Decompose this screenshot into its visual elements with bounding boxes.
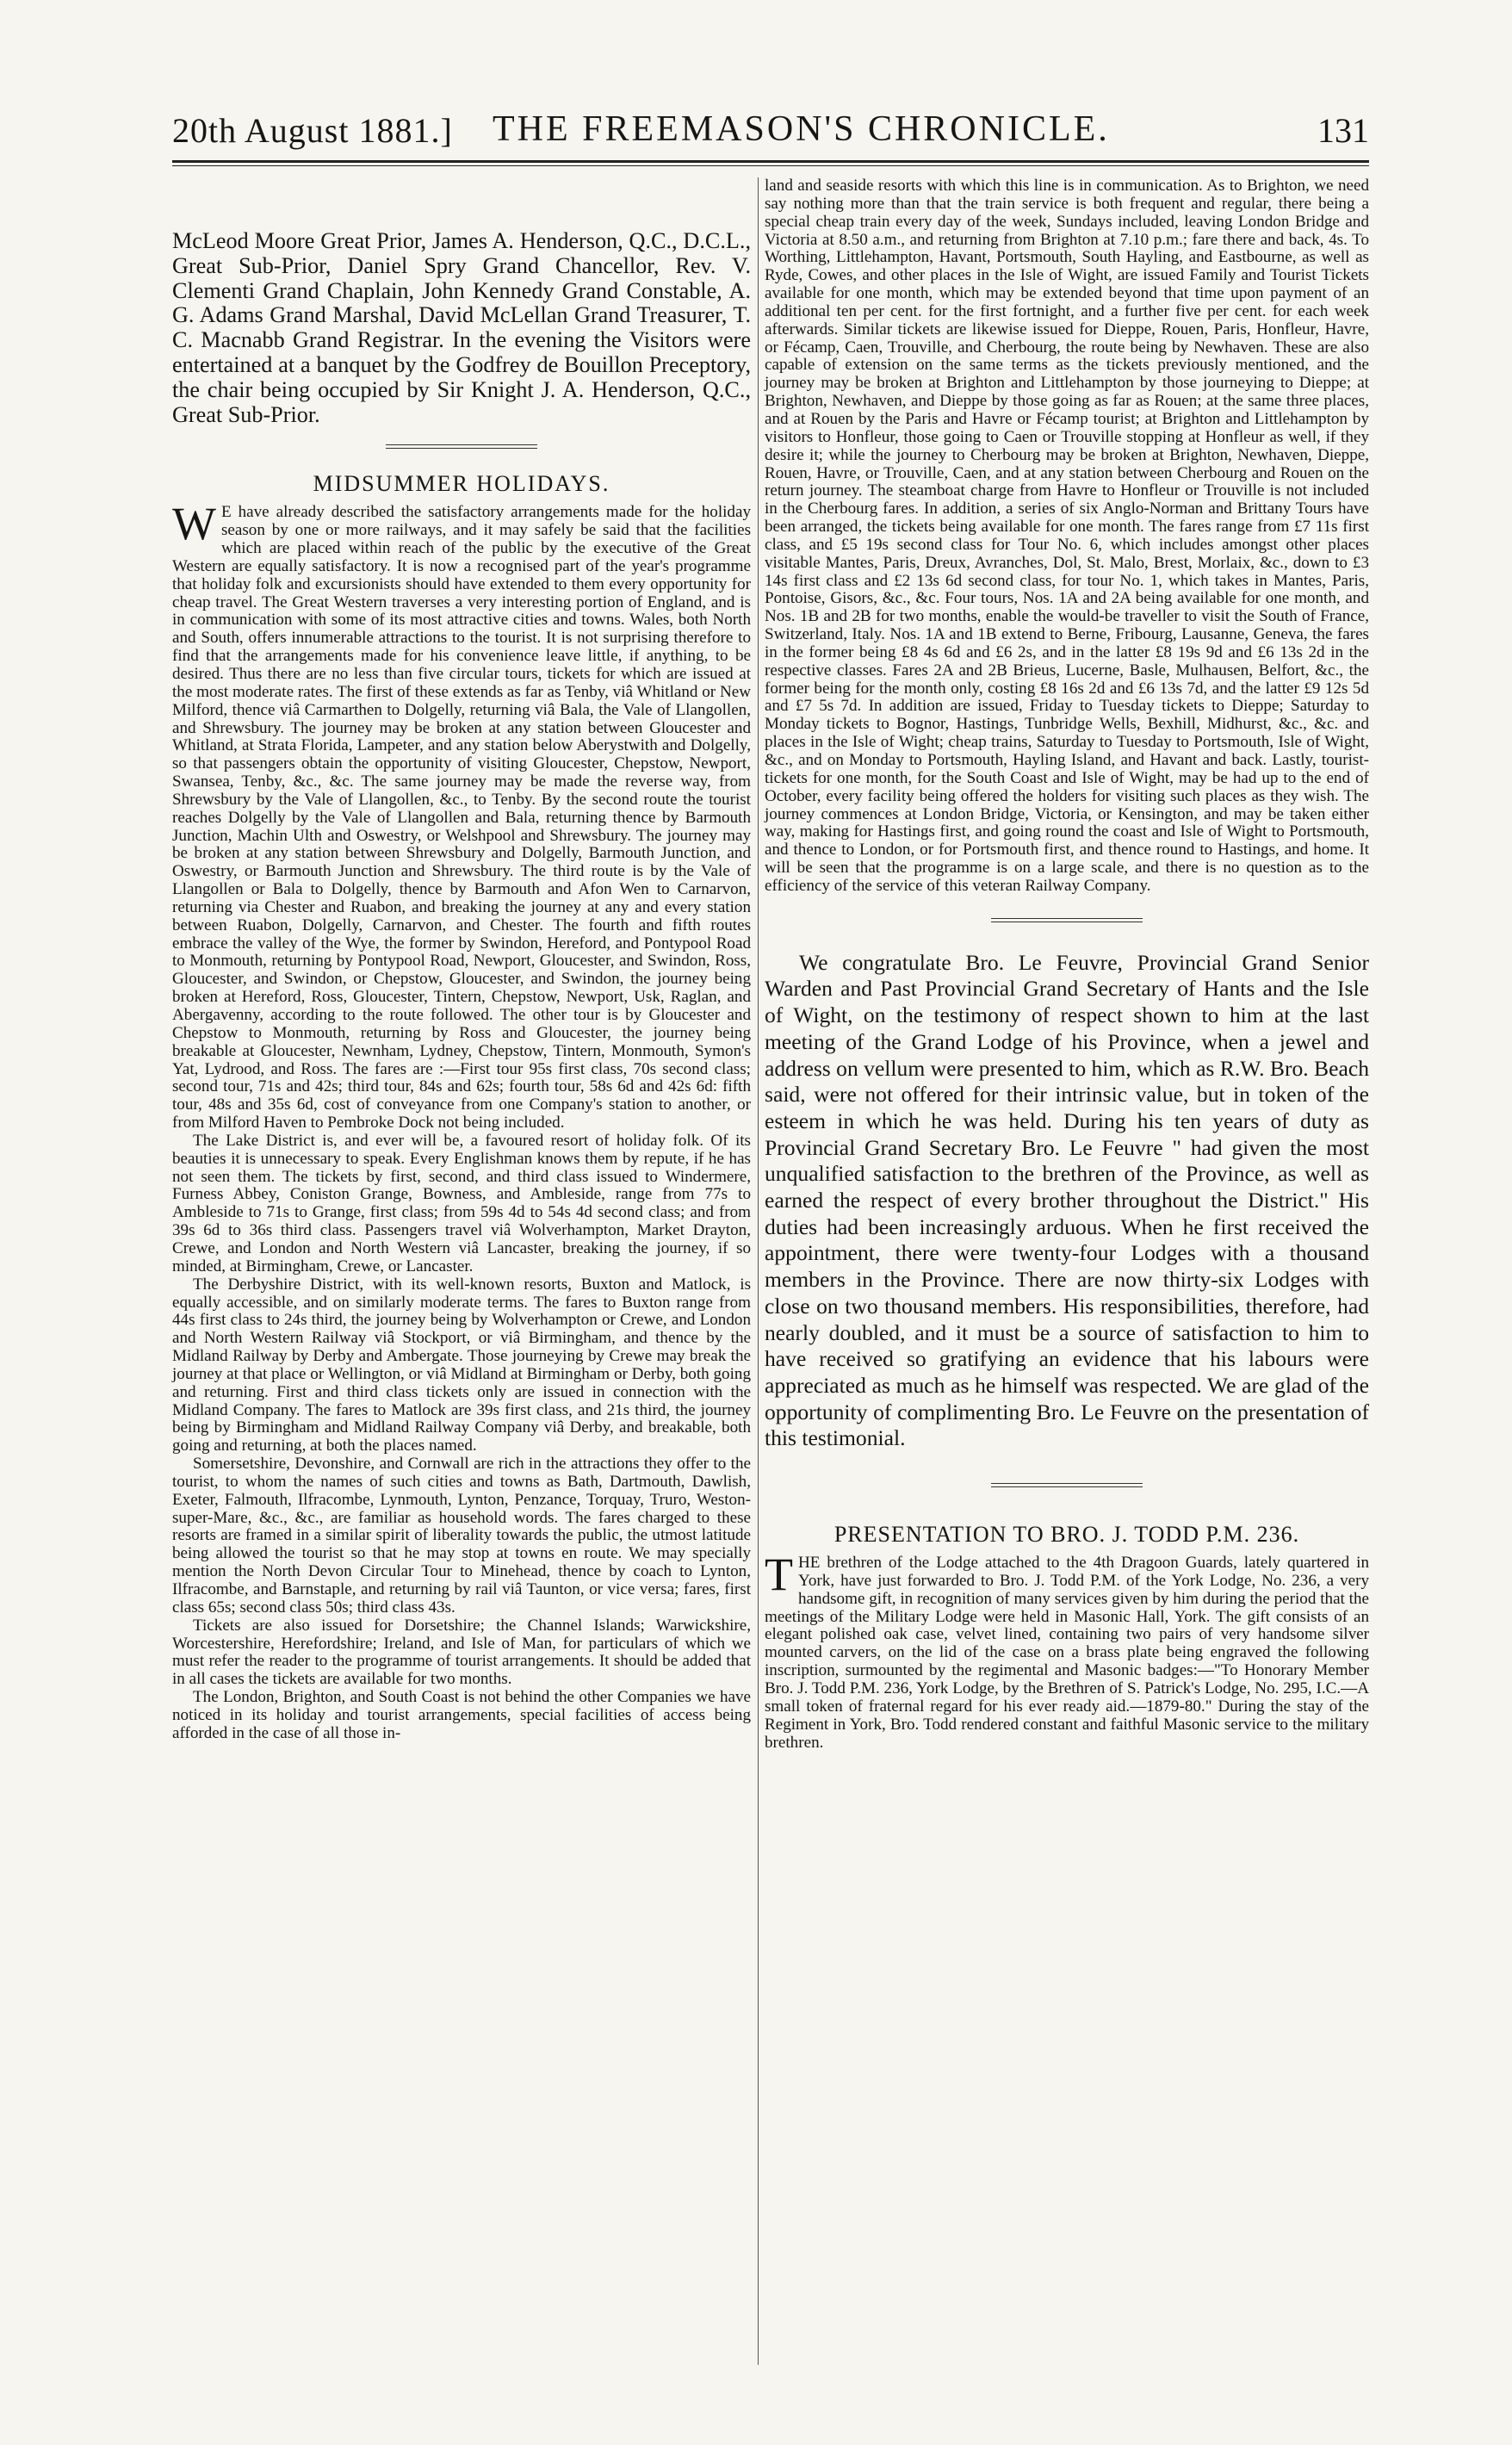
masthead-rule-thick (172, 160, 1369, 163)
section-divider (991, 1483, 1143, 1487)
article-paragraph (765, 1548, 1369, 1752)
left-column (172, 177, 751, 1743)
article-paragraph: land and seaside resorts with which this line is in communication. As to Brighton, we need say nothing more than that the train service is both frequent and regular, there being a special cheap train every day of the week, Sundays included, leaving London Bridge and Victoria at 8.50 a.m., and returning from Brighton at 7.10 p.m.; fare there and back, 4s. To Worthing, Littlehampton, Havant, Portsmouth, South Hayling, and Eastbourne, as well as Ryde, Cowes, and other places in the Isle of Wight, are issued Family and Tourist Tickets available for one month, which may be extended beyond that time upon payment of an additional ten per cent. for the first fortnight, and a further five per cent. for each week afterwards. Similar tickets are likewise issued for Dieppe, Rouen, Paris, Honfleur, Havre, or Fécamp, Caen, Trouville, and Cherbourg, the route being by Newhaven. These are also capable of extension on the same terms as the tickets previously mentioned, and the journey may be broken at Brighton and Littlehampton by those journeying to Dieppe; at Brighton, Newhaven, and Dieppe by those going as far as Rouen; at the same three places, and at Rouen by the Paris and Havre or Fécamp tourist; at Brighton and Littlehampton by visitors to Honfleur, those going to Caen or Trouville stopping at Honfleur as well, if they desire it; while the journey to Cherbourg may be broken at Brighton, Newhaven, Dieppe, Rouen, Havre, or Trouville, Caen, and at any station between Cherbourg and Rouen on the return journey. The steamboat charge from Havre to Honfleur or Trouville is not included in the Cherbourg fares. In addition, a series of six Anglo-Norman and Brittany Tours have been arranged, the tickets being available for one month. The fares range from £7 11s first class, and £5 19s second class for Tour No. 6, which includes amongst other places visitable Mantes, Paris, Dreux, Avranches, Dol, St. Malo, Brest, Morlaix, &c., down to £3 14s first class and £2 13s 6d second class, for tour No. 1, which takes in Mantes, Paris, Pontoise, Gisors, &c., &c. Four tours, Nos. 1A and 2A being available for one month, and Nos. 1B and 2B for two months, enable the would-be traveller to visit the South of France, Switzerland, Italy. Nos. 1A and 1B extend to Berne, Fribourg, Lausanne, Geneva, the fares in the former being £8 4s 6d and £6 2s, and in the latter £8 19s 9d and £6 13s 2d in the respective classes. Fares 2A and 2B Brieus, Lucerne, Basle, Mulhausen, Belfort, &c., the former being for the month only, costing £8 16s 2d and £6 13s 7d, and the latter £9 12s 5d and £7 5s 7d. In addition are issued, Friday to Tuesday tickets to Dieppe; Saturday to Monday tickets to Bognor, Hastings, Tunbridge Wells, Bexhill, Midhurst, &c., &c. and places in the Isle of Wight; cheap trains, Saturday to Tuesday to Portsmouth, Isle of Wight, &c., and on Monday to Portsmouth, Hayling Island, and Havant and back. Lastly, tourist-tickets for one month, for the South Coast and Isle of Wight, may be had up to the end of October, every facility being offered the holders for visiting such places as they wish. The journey commences at London Bridge, Victoria, or Kensington, and may be taken either way, making for Hastings first, and going round the coast and Isle of Wight to Portsmouth, and thence to London, or for Portsmouth first, and thence round to Hastings, and home. It will be seen that the programme is on a large scale, and there is no question as to the efficiency of the service of this veteran Railway Company. (765, 177, 1369, 895)
article-paragraph: Somersetshire, Devonshire, and Cornwall are rich in the attractions they offer to the tourist, to whom the names of such cities and towns as Bath, Dartmouth, Dawlish, Exeter, Falmouth, Ilfracombe, Lynmouth, Lynton, Penzance, Torquay, Truro, Weston-super-Mare, &c., &c., are familiar as household words. The fares charged to these resorts are framed in a similar spirit of liberality towards the public, the utmost latitude being allowed the tourist so that he may stop at towns en route. We may specially mention the North Devon Circular Tour to Minehead, thence by coach to Lynton, Ilfracombe, and Barnstaple, and returning by rail viâ Taunton, or vice versa; fares, first class 65s; second class 50s; third class 43s. (172, 1455, 751, 1617)
paragraph-text: E have already described the satisfactory arrangements made for the holiday season by one or more railways, and it may safely be said that the facilities which are placed within reach of the public by the executive of the Great Western are equally satisfactory. It is now a recognised part of the year's programme that holiday folk and excursionists should have extended to them every opportunity for cheap travel. The Great Western traverses a very interesting portion of England, and is in communication with some of its most attractive cities and towns. Wales, both North and South, offers innumerable attractions to the tourist. It is not surprising therefore to find that the arrangements made for his convenience leave little, if anything, to be desired. Thus there are no less than five circular tours, tickets for which are issued at the most moderate rates. The first of these extends as far as Tenby, viâ Whitland or New Milford, thence viâ Carmarthen to Dolgelly, returning viâ Bala, the Vale of Llangollen, and Shrewsbury. The journey may be broken at any station between Gloucester and Whitland, at Strata Florida, Lampeter, and any station below Aberystwith and Dolgelly, so that passengers obtain the opportunity of visiting Gloucester, Chepstow, Newport, Swansea, Tenby, &c., &c. The same journey may be made the reverse way, from Shrewsbury by the Vale of Llangollen, &c., to Tenby. By the second route the tourist reaches Dolgelly by the Vale of Llangollen and Bala, returning thence by Barmouth Junction, Machin Ulth and Oswestry, or Welshpool and Shrewsbury. The journey may be broken at any station between Shrewsbury and Dolgelly, Barmouth Junction, and Oswestry, or Barmouth Junction and Shrewsbury. The third route is by the Vale of Llangollen or Bala to Dolgelly, thence by Barmouth and Afon Wen to Carnarvon, returning via Chester and Ruabon, and breaking the journey at any and every station between Ruabon, Dolgelly, Carnarvon, and Chester. The fourth and fifth routes embrace the valley of the Wye, the former by Swindon, Hereford, and Pontypool Road to Monmouth, returning by Pontypool Road, Newport, Gloucester, and Swindon, Ross, Gloucester, and Swindon, or Chepstow, Gloucester, and Swindon, the journey being broken at Hereford, Ross, Gloucester, Tintern, Chepstow, Newport, Usk, Raglan, and Abergavenny, according to the route followed. The other tour is by Gloucester and Chepstow to Monmouth, returning by Ross and Gloucester, the journey being breakable at Gloucester, Newnham, Lydney, Chepstow, Tintern, Monmouth, Symon's Yat, Lydrood, and Ross. The fares are :—First tour 95s first class, 70s second class; second tour, 71s and 42s; third tour, 84s and 62s; fourth tour, 58s 6d and 42s 6d: fifth tour, 48s and 35s 6d, cost of conveyance from one Company's station to another, or from Milford Haven to Pembroke Dock not being included. (172, 503, 751, 1133)
masthead (172, 102, 1369, 153)
section-divider (386, 444, 537, 449)
article-heading-presentation: PRESENTATION TO BRO. J. TODD P.M. 236. (833, 1522, 1300, 1548)
section-divider (991, 918, 1143, 922)
masthead-rule-thin (172, 165, 1369, 166)
paragraph-text: HE brethren of the Lodge attached to the 4th Dragoon Guards, lately quartered in York, have just forwarded to Bro. J. Todd P.M. of the York Lodge, No. 236, a very handsome gift, in recognition of many services given by him during the period that the meetings of the Military Lodge were held in Masonic Hall, York. The gift consists of an elegant polished oak case, velvet lined, containing two pairs of very handsome silver mounted carvers, on the lid of the case on a brass plate being engraved the following inscription, surmounted by the regimental and Masonic badges:—"To Honorary Member Bro. J. Todd P.M. 236, York Lodge, by the Brethren of S. Patrick's Lodge, No. 295, I.C.—A small token of fraternal regard for his ever ready aid.—1879-80." During the stay of the Regiment in York, Bro. Todd rendered constant and faithful Masonic service to the military brethren. (765, 1554, 1369, 1752)
article-heading-midsummer-holidays: MIDSUMMER HOLIDAYS. (313, 471, 610, 497)
article-paragraph (172, 498, 751, 1133)
page-number: 131 (1317, 111, 1369, 150)
issue-date: 20th August 1881.] (172, 111, 453, 150)
article-paragraph: The London, Brighton, and South Coast is not behind the other Companies we have noticed in its holiday and tourist arrangements, special facilities of access being afforded in the case of all those in- (172, 1688, 751, 1742)
drop-cap: T (765, 1548, 793, 1601)
drop-cap: W (172, 498, 216, 550)
right-column (765, 177, 1369, 1752)
publication-title: THE FREEMASON'S CHRONICLE. (493, 109, 1110, 149)
article-paragraph: The Lake District is, and ever will be, a favoured resort of holiday folk. Of its beauties it is unnecessary to speak. Every Englishman knows them by repute, if he has not seen them. The tickets by first, second, and third class issued to Windermere, Furness Abbey, Coniston Grange, Bowness, and Ambleside, range from 77s to Ambleside to 71s to Grange, first class; from 59s 4d to 54s 4d second class; and from 39s 6d to 36s third class. Passengers travel viâ Wolverhampton, Market Drayton, Crewe, and London and North Western viâ Lancaster, breaking the journey, if so minded, at Birmingham, Crewe, or Lancaster. (172, 1131, 751, 1275)
congratulation-paragraph: We congratulate Bro. Le Feuvre, Provincial Grand Senior Warden and Past Provincial Grand Secretary of Hants and the Isle of Wight, on the testimony of respect shown to him at the last meeting of the Grand Lodge of his Province, when a jewel and address on vellum were presented to him, which as R.W. Bro. Beach said, were not offered for their intrinsic value, but in token of the esteem in which he was held. During his ten years of duty as Provincial Grand Secretary Bro. Le Feuvre " had given the most unqualified satisfaction to the brethren of the Province, as well as earned the respect of every brother throughout the District." His duties had been increasingly arduous. When he first received the appointment, there were twenty-four Lodges with a thousand members in the Province. There are now thirty-six Lodges with close on two thousand members. His responsibilities, therefore, had nearly doubled, and it must be a source of satisfaction to him to have received so gratifying an evidence that his labours were appreciated as much as he himself was respected. We are glad of the opportunity of complimenting Bro. Le Feuvre on the presentation of this testimonial. (765, 949, 1370, 1451)
article-paragraph: Tickets are also issued for Dorsetshire; the Channel Islands; Warwickshire, Worcestershire, Herefordshire; Ireland, and Isle of Man, for particulars of which we must refer the reader to the programme of tourist arrangements. It should be added that in all cases the tickets are available for two months. (172, 1616, 751, 1689)
column-divider (758, 177, 759, 2365)
chapter-report-continuation: McLeod Moore Great Prior, James A. Henderson, Q.C., D.C.L., Great Sub-Prior, Daniel Spry Grand Chancellor, Rev. V. Clementi Grand Chaplain, John Kennedy Grand Constable, A. G. Adams Grand Marshal, David McLellan Grand Treasurer, T. C. Macnabb Grand Registrar. In the evening the Visitors were entertained at a banquet by the Godfrey de Bouillon Preceptory, the chair being occupied by Sir Knight J. A. Henderson, Q.C., Great Sub-Prior. (172, 228, 751, 427)
article-paragraph: The Derbyshire District, with its well-known resorts, Buxton and Matlock, is equally accessible, and on similarly moderate terms. The fares to Buxton range from 44s first class to 24s third, the journey being by Wolverhampton or Crewe, and London and North Western Railway viâ Stockport, or viâ Birmingham, and thence by the Midland Railway by Derby and Ambergate. Those journeying by Crewe may break the journey at that place or Wellington, or viâ Midland at Birmingham or Derby, both going and returning. First and third class tickets only are issued in connection with the Midland Company. The fares to Matlock are 39s first class, and 21s third, the journey being by Birmingham and Midland Railway Company viâ Derby, and breakable, both going and returning, at both the places named. (172, 1275, 751, 1455)
